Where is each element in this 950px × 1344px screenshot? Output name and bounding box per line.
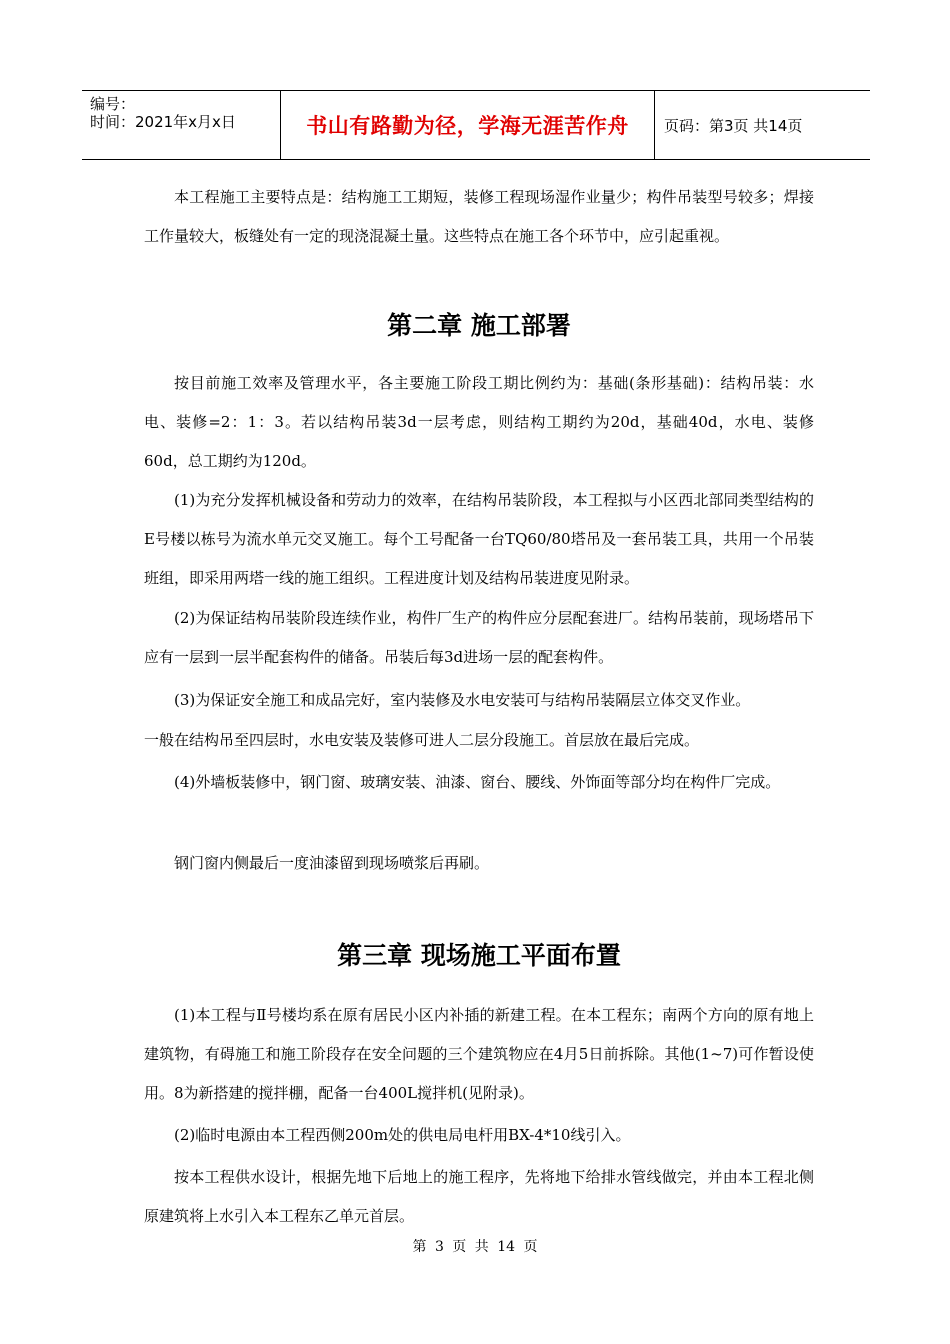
time-label: 时间：2021年x月x日 (90, 113, 236, 131)
ch3-paragraph-3: 按本工程供水设计，根据先地下后地上的施工程序，先将地下给排水管线做完，并由本工程北侧原建筑将上水引入本工程东乙单元首层。 (144, 1168, 814, 1225)
ch2-paragraph-1: 按目前施工效率及管理水平，各主要施工阶段工期比例约为：基础(条形基础)：结构吊装：水电、装修=2：1：3。若以结构吊装3d一层考虑，则结构工期约为20d，基础40d，水电、装修60d，总工期约为120d。 (144, 374, 814, 470)
intro-paragraph: 本工程施工主要特点是：结构施工工期短，装修工程现场湿作业量少；构件吊装型号较多；焊接工作量较大，板缝处有一定的现浇混凝土量。这些特点在施工各个环节中，应引起重视。 (144, 188, 814, 245)
page-header (82, 90, 870, 160)
ch2-paragraph-4a: (3)为保证安全施工和成品完好，室内装修及水电安装可与结构吊装隔层立体交叉作业。 (174, 691, 751, 709)
ch2-paragraph-4b: 一般在结构吊至四层时，水电安装及装修可进人二层分段施工。首层放在最后完成。 (144, 731, 700, 749)
header-motto (281, 91, 655, 159)
ch2-paragraph-6: 钢门窗内侧最后一度油漆留到现场喷浆后再刷。 (174, 854, 490, 872)
number-label: 编号： (90, 95, 136, 113)
page-label: 页码：第3页 共14页 (664, 116, 803, 135)
footer-page-number: 第 3 页 共 14 页 (412, 1239, 538, 1255)
ch2-paragraph-5: (4)外墙板装修中，钢门窗、玻璃安装、油漆、窗台、腰线、外饰面等部分均在构件厂完成。 (174, 773, 781, 791)
ch2-paragraph-3: (2)为保证结构吊装阶段连续作业，构件厂生产的构件应分层配套进厂。结构吊装前，现场塔吊下应有一层到一层半配套构件的储备。吊装后每3d进场一层的配套构件。 (144, 609, 814, 666)
ch2-paragraph-2: (1)为充分发挥机械设备和劳动力的效率，在结构吊装阶段，本工程拟与小区西北部同类型结构的E号楼以栋号为流水单元交叉施工。每个工号配备一台TQ60/80塔吊及一套吊装工具，共用一个吊装班组，即采用两塔一线的施工组织。工程进度计划及结构吊装进度见附录。 (144, 491, 814, 587)
ch3-paragraph-2: (2)临时电源由本工程西侧200m处的供电局电杆用BX-4*10线引入。 (174, 1126, 631, 1144)
header-meta (82, 91, 281, 159)
chapter-2-title: 第二章 施工部署 (387, 311, 571, 340)
header-page-info (655, 91, 870, 159)
ch3-paragraph-1: (1)本工程与Ⅱ号楼均系在原有居民小区内补插的新建工程。在本工程东；南两个方向的原有地上建筑物，有碍施工和施工阶段存在安全问题的三个建筑物应在4月5日前拆除。其他(1~7)可作暂设使用。8为新搭建的搅拌棚，配备一台400L搅拌机(见附录)。 (144, 1006, 814, 1102)
page-footer (0, 1236, 950, 1256)
motto-text: 书山有路勤为径，学海无涯苦作舟 (306, 114, 629, 138)
chapter-3-title: 第三章 现场施工平面布置 (337, 941, 621, 970)
